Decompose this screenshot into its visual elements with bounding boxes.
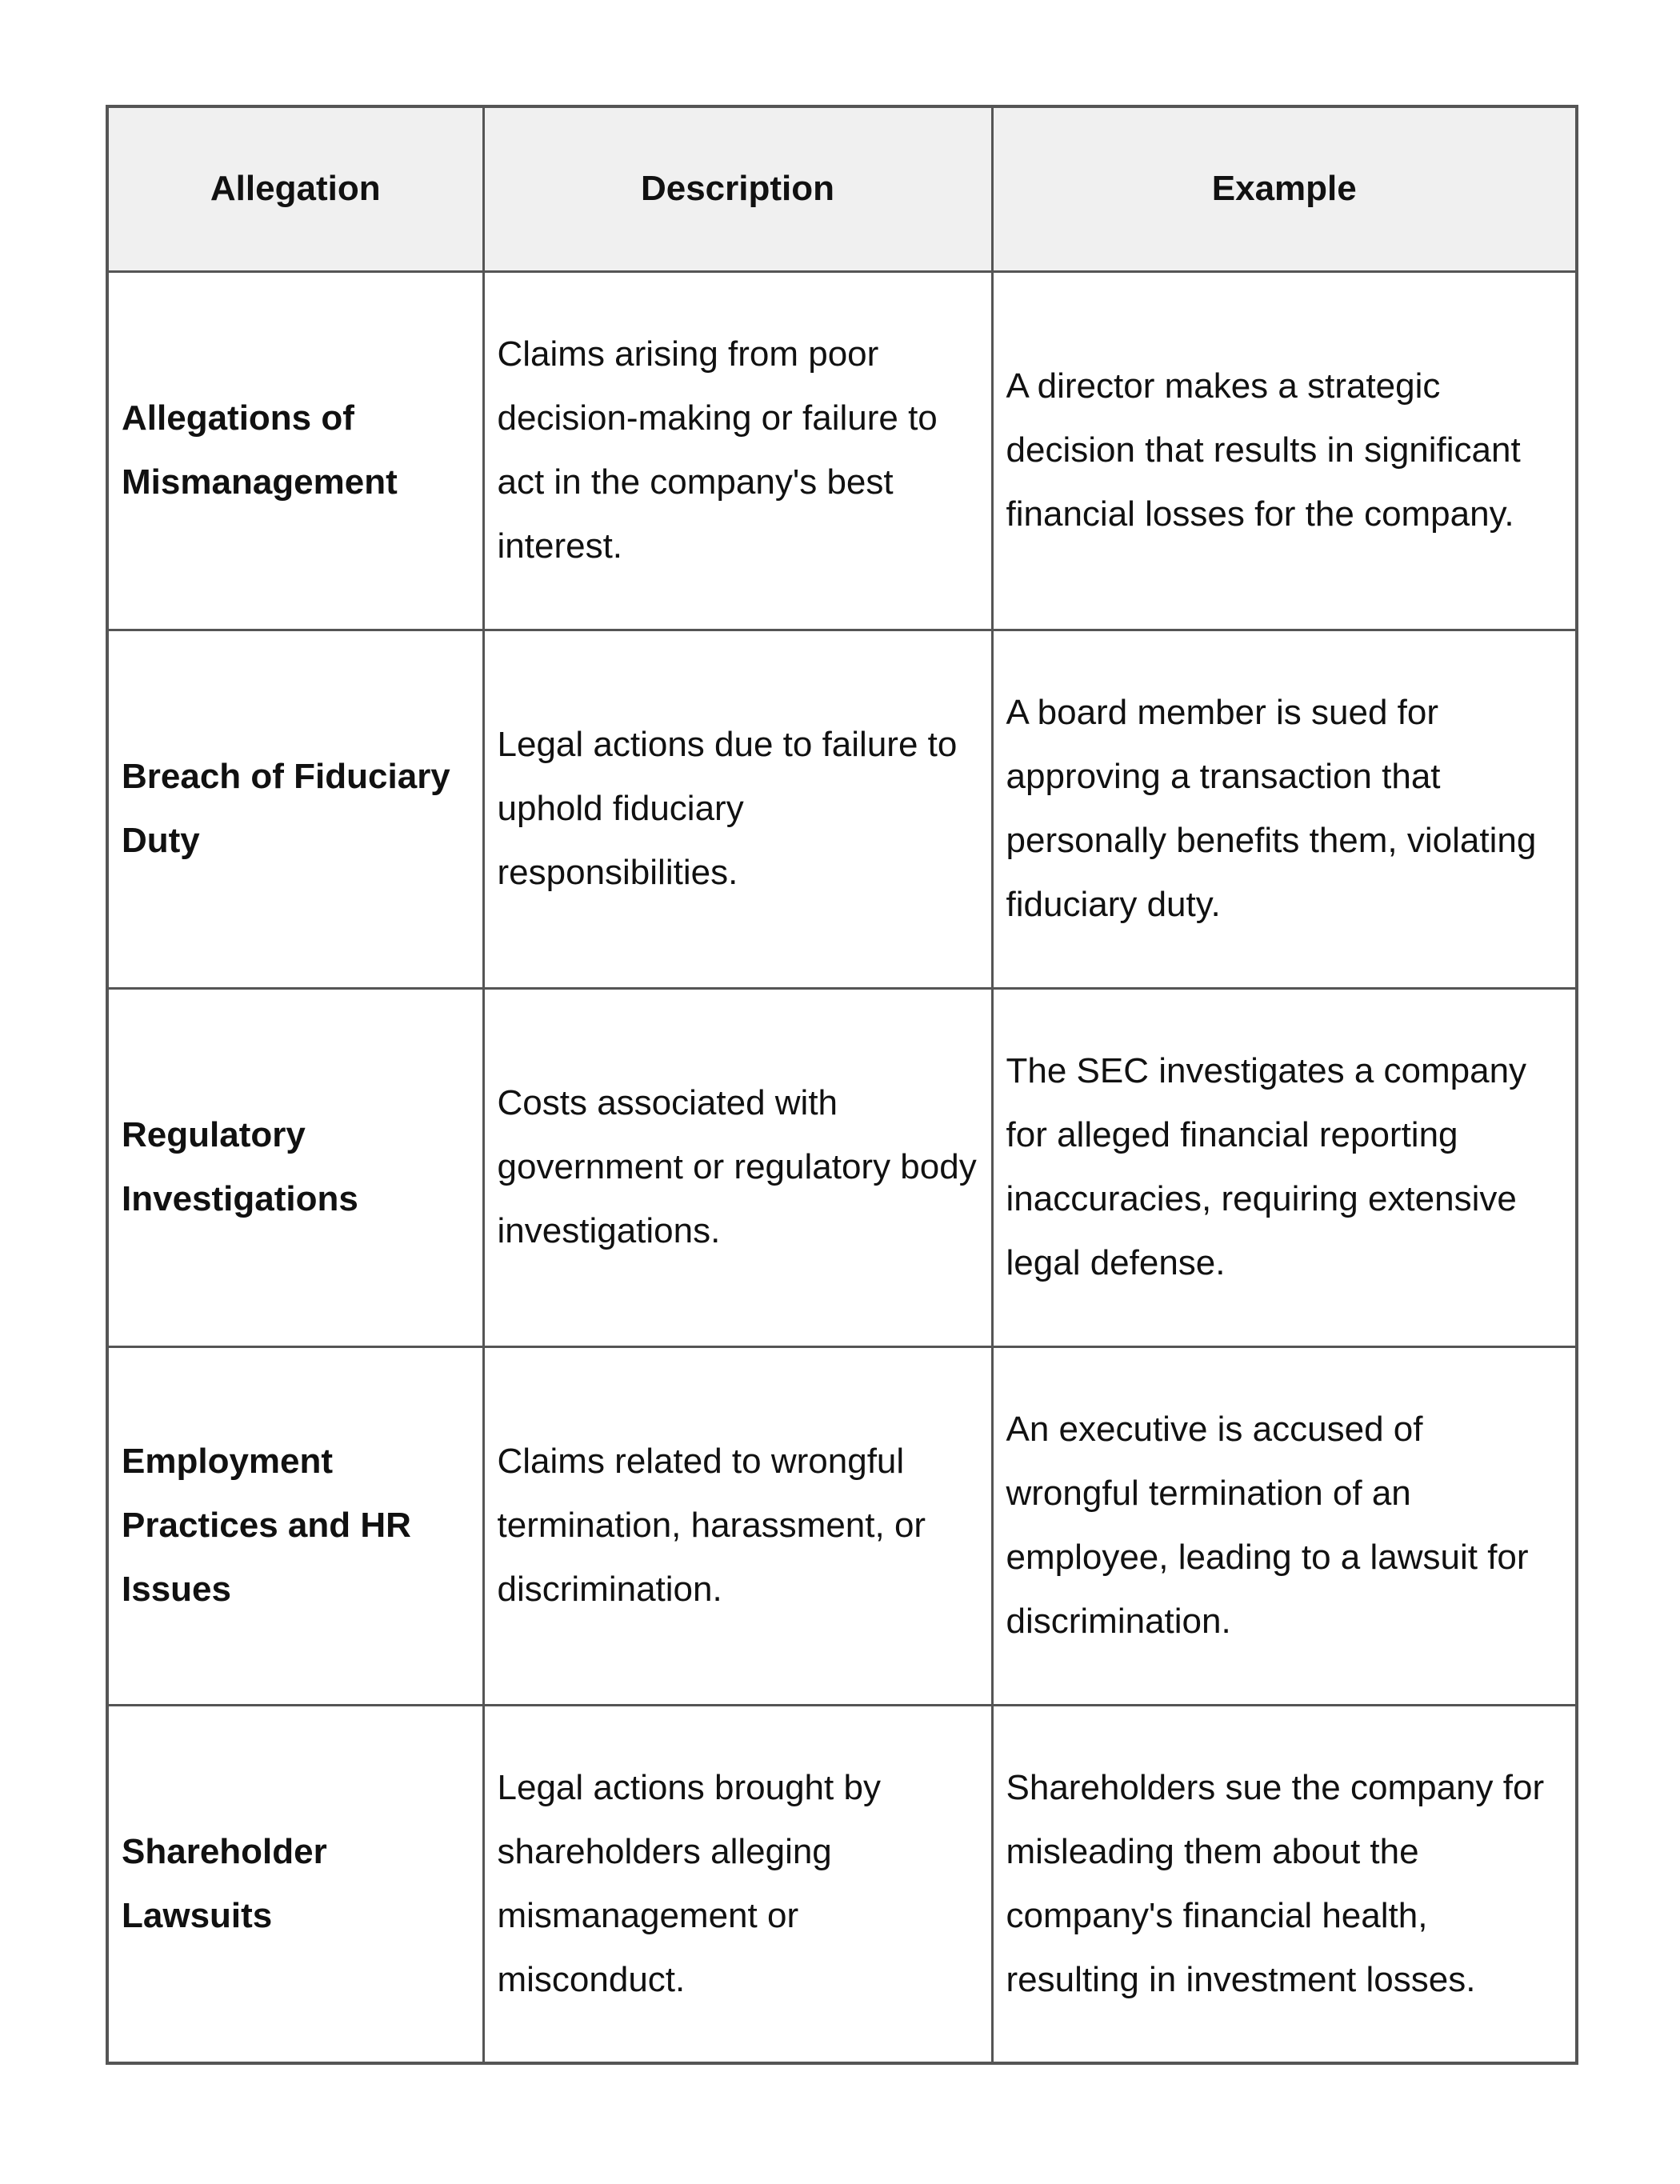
table-header	[107, 106, 1577, 271]
table-row	[107, 1346, 1577, 1705]
allegation-cell: Employment Practices and HR Issues	[107, 1346, 483, 1705]
table-body	[107, 271, 1577, 2063]
allegations-table	[106, 105, 1578, 2065]
description-cell: Legal actions brought by shareholders alleging mismanagement or misconduct.	[483, 1705, 992, 2063]
header-allegation: Allegation	[107, 106, 483, 271]
allegation-cell: Regulatory Investigations	[107, 988, 483, 1346]
header-row	[107, 106, 1577, 271]
description-cell: Claims related to wrongful termination, harassment, or discrimination.	[483, 1346, 992, 1705]
example-cell: The SEC investigates a company for alleged financial reporting inaccuracies, requiring extensive legal defense.	[992, 988, 1577, 1346]
table-row	[107, 1705, 1577, 2063]
table-row	[107, 988, 1577, 1346]
example-cell: Shareholders sue the company for misleading them about the company's financial health, resulting in investment losses.	[992, 1705, 1577, 2063]
allegation-cell: Breach of Fiduciary Duty	[107, 630, 483, 988]
header-description: Description	[483, 106, 992, 271]
example-cell: A board member is sued for approving a transaction that personally benefits them, violating fiduciary duty.	[992, 630, 1577, 988]
description-cell: Legal actions due to failure to uphold fiduciary responsibilities.	[483, 630, 992, 988]
description-cell: Claims arising from poor decision-making or failure to act in the company's best interest.	[483, 271, 992, 630]
allegation-cell: Shareholder Lawsuits	[107, 1705, 483, 2063]
table-row	[107, 630, 1577, 988]
description-cell: Costs associated with government or regulatory body investigations.	[483, 988, 992, 1346]
table-row	[107, 271, 1577, 630]
example-cell: An executive is accused of wrongful termination of an employee, leading to a lawsuit for discrimination.	[992, 1346, 1577, 1705]
header-example: Example	[992, 106, 1577, 271]
example-cell: A director makes a strategic decision that results in significant financial losses for the company.	[992, 271, 1577, 630]
allegation-cell: Allegations of Mismanagement	[107, 271, 483, 630]
